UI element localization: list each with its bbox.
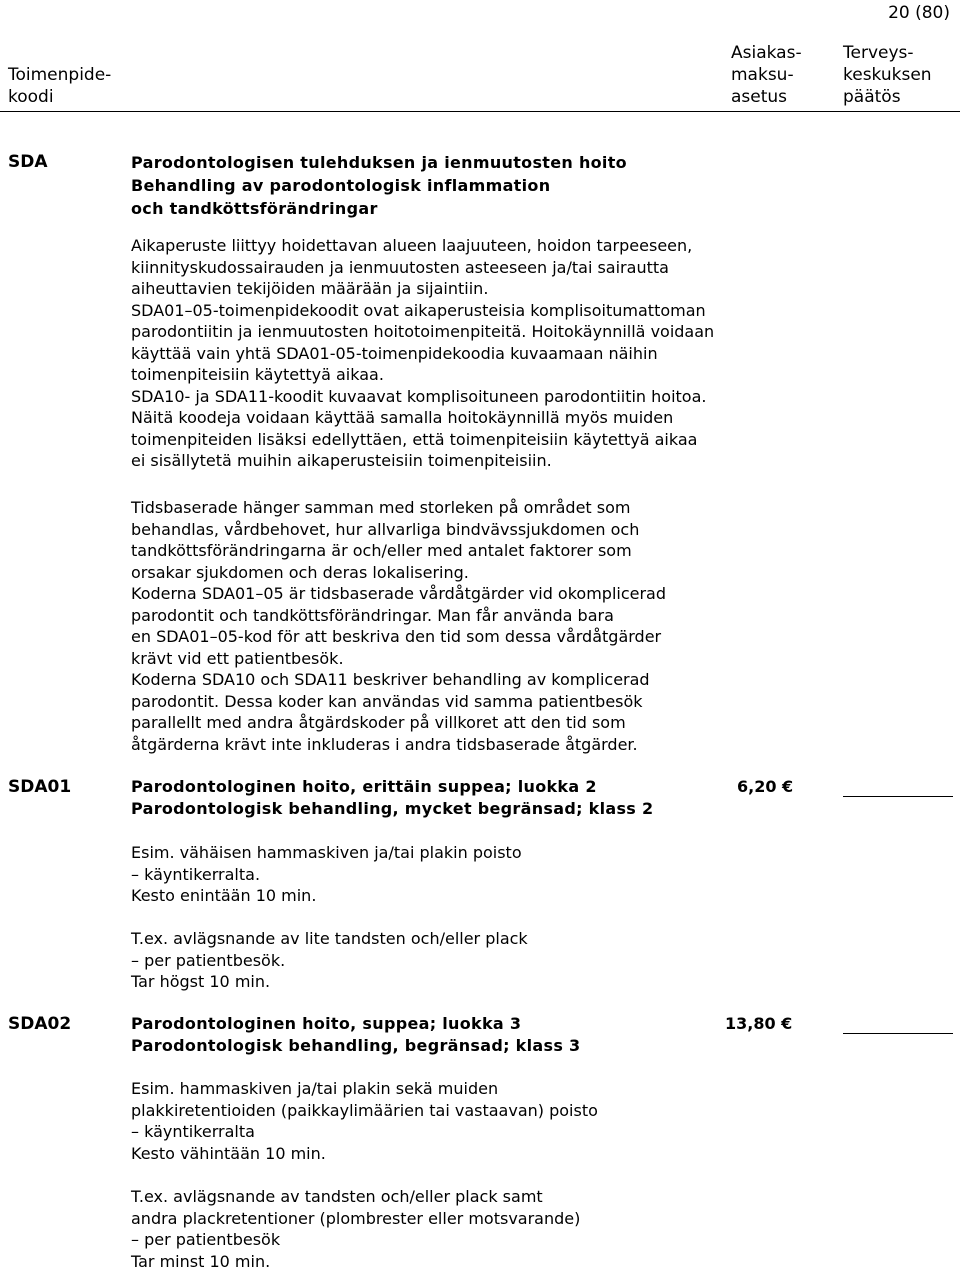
text-line: Kesto enintään 10 min. bbox=[131, 885, 522, 907]
text-line: aiheuttavien tekijöiden määrään ja sijaintiin. bbox=[131, 278, 714, 300]
item-title-sda02 bbox=[131, 1013, 580, 1057]
header-col-fee-line: asetus bbox=[731, 86, 802, 108]
text-line: toimenpiteisiin käytettyä aikaa. bbox=[131, 364, 714, 386]
text-line: behandlas, vårdbehovet, hur allvarliga bindvävssjukdomen och bbox=[131, 519, 666, 541]
text-line: – käyntikerralta bbox=[131, 1121, 598, 1143]
title-line: Parodontologisen tulehduksen ja ienmuutosten hoito bbox=[131, 151, 627, 174]
text-line: käyttää vain yhtä SDA01-05-toimenpidekoodia kuvaamaan näihin bbox=[131, 343, 714, 365]
text-line: Tar minst 10 min. bbox=[131, 1251, 580, 1272]
text-line: en SDA01–05-kod för att beskriva den tid som dessa vårdåtgärder bbox=[131, 626, 666, 648]
text-line: tandköttsförändringarna är och/eller med antalet faktorer som bbox=[131, 540, 666, 562]
title-line: Parodontologisk behandling, begränsad; klass 3 bbox=[131, 1035, 580, 1057]
paragraph-fi bbox=[131, 235, 714, 472]
text-line: Tar högst 10 min. bbox=[131, 971, 528, 993]
example-sv-sda01 bbox=[131, 928, 528, 993]
decision-blank-sda02 bbox=[843, 1033, 953, 1034]
text-line: Kesto vähintään 10 min. bbox=[131, 1143, 598, 1165]
price-sda01: 6,20 € bbox=[737, 777, 793, 796]
example-sv-sda02 bbox=[131, 1186, 580, 1272]
text-line: Esim. hammaskiven ja/tai plakin sekä muiden bbox=[131, 1078, 598, 1100]
example-fi-sda01 bbox=[131, 842, 522, 907]
title-line: Parodontologisk behandling, mycket begränsad; klass 2 bbox=[131, 798, 653, 820]
header-col-decision-line: keskuksen bbox=[843, 64, 932, 86]
header-col-fee bbox=[731, 42, 802, 108]
text-line: krävt vid ett patientbesök. bbox=[131, 648, 666, 670]
header-col-decision-line: Terveys- bbox=[843, 42, 932, 64]
header-col-decision-line: päätös bbox=[843, 86, 932, 108]
text-line: parodontit och tandköttsförändringar. Man får använda bara bbox=[131, 605, 666, 627]
title-line: och tandköttsförändringar bbox=[131, 197, 627, 220]
text-line: Esim. vähäisen hammaskiven ja/tai plakin poisto bbox=[131, 842, 522, 864]
price-sda02: 13,80 € bbox=[725, 1014, 792, 1033]
header-col-decision bbox=[843, 42, 932, 108]
text-line: Aikaperuste liittyy hoidettavan alueen laajuuteen, hoidon tarpeeseen, bbox=[131, 235, 714, 257]
title-line: Behandling av parodontologisk inflammation bbox=[131, 174, 627, 197]
text-line: SDA01–05-toimenpidekoodit ovat aikaperusteisia komplisoitumattoman bbox=[131, 300, 714, 322]
title-line: Parodontologinen hoito, suppea; luokka 3 bbox=[131, 1013, 580, 1035]
text-line: Koderna SDA10 och SDA11 beskriver behandling av komplicerad bbox=[131, 669, 666, 691]
text-line: Koderna SDA01–05 är tidsbaserade vårdåtgärder vid okomplicerad bbox=[131, 583, 666, 605]
header-col-code bbox=[8, 64, 111, 108]
text-line: T.ex. avlägsnande av lite tandsten och/eller plack bbox=[131, 928, 528, 950]
text-line: – per patientbesök bbox=[131, 1229, 580, 1251]
header-col-fee-line: Asiakas- bbox=[731, 42, 802, 64]
text-line: – per patientbesök. bbox=[131, 950, 528, 972]
code-sda: SDA bbox=[8, 151, 48, 173]
code-sda01: SDA01 bbox=[8, 776, 71, 798]
header-col-code-line: Toimenpide- bbox=[8, 64, 111, 86]
text-line: Näitä koodeja voidaan käyttää samalla hoitokäynnillä myös muiden bbox=[131, 407, 714, 429]
text-line: orsakar sjukdomen och deras lokalisering. bbox=[131, 562, 666, 584]
text-line: toimenpiteiden lisäksi edellyttäen, että toimenpiteisiin käytettyä aikaa bbox=[131, 429, 714, 451]
decision-blank-sda01 bbox=[843, 796, 953, 797]
header-col-code-line: koodi bbox=[8, 86, 111, 108]
example-fi-sda02 bbox=[131, 1078, 598, 1164]
text-line: åtgärderna krävt inte inkluderas i andra tidsbaserade åtgärder. bbox=[131, 734, 666, 756]
text-line: ei sisällytetä muihin aikaperusteisiin toimenpiteisiin. bbox=[131, 450, 714, 472]
code-sda02: SDA02 bbox=[8, 1013, 71, 1035]
text-line: SDA10- ja SDA11-koodit kuvaavat komplisoituneen parodontiitin hoitoa. bbox=[131, 386, 714, 408]
text-line: – käyntikerralta. bbox=[131, 864, 522, 886]
header-col-fee-line: maksu- bbox=[731, 64, 802, 86]
title-line: Parodontologinen hoito, erittäin suppea; luokka 2 bbox=[131, 776, 653, 798]
text-line: andra plackretentioner (plombrester eller motsvarande) bbox=[131, 1208, 580, 1230]
text-line: parodontiitin ja ienmuutosten hoitotoimenpiteitä. Hoitokäynnillä voidaan bbox=[131, 321, 714, 343]
text-line: T.ex. avlägsnande av tandsten och/eller plack samt bbox=[131, 1186, 580, 1208]
section-title-sda bbox=[131, 151, 627, 220]
text-line: plakkiretentioiden (paikkaylimäärien tai vastaavan) poisto bbox=[131, 1100, 598, 1122]
item-title-sda01 bbox=[131, 776, 653, 820]
text-line: parodontit. Dessa koder kan användas vid samma patientbesök bbox=[131, 691, 666, 713]
paragraph-sv bbox=[131, 497, 666, 755]
page-number: 20 (80) bbox=[888, 2, 950, 24]
text-line: kiinnityskudossairauden ja ienmuutosten asteeseen ja/tai sairautta bbox=[131, 257, 714, 279]
text-line: Tidsbaserade hänger samman med storleken på området som bbox=[131, 497, 666, 519]
text-line: parallellt med andra åtgärdskoder på villkoret att den tid som bbox=[131, 712, 666, 734]
header-rule bbox=[0, 111, 960, 112]
